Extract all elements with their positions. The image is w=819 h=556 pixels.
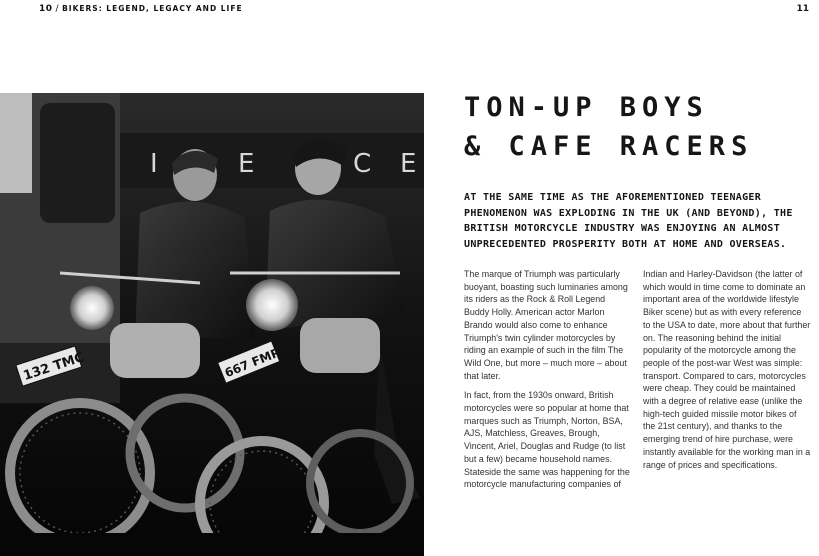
left-fuel-tank — [110, 323, 200, 378]
neon-sign — [120, 133, 424, 188]
van-side-panel — [0, 93, 32, 193]
body-column-2 — [643, 268, 811, 478]
body-column-1 — [464, 268, 632, 498]
article-title — [464, 88, 804, 166]
right-fuel-tank — [300, 318, 380, 373]
sign-letter: C — [353, 149, 372, 179]
rider-left-jacket — [135, 202, 255, 338]
right-headlamp — [246, 279, 298, 331]
sign-letter: E — [238, 149, 255, 179]
left-plate-number: 132 TMC — [21, 350, 87, 384]
body-paragraph: Indian and Harley-Davidson (the latter of which would in time come to dominate an important area of the worldwide lifestyle Biker scene) but as with every reference to the USA to date, more about that further on. The reasoning behind the initial popularity of the motorcycle among the people of the post-war West was simple: transport. Compared to cars, motorcycles were cheap. They could be maintained with a degree of relative ease (unlike the high-tech guided missile motor bikes of the 21st century), and thanks to the emerging trend of hire purchase, were instantly available for the working man in a range of prices and specifications. — [643, 269, 811, 470]
page-number-left: 10 — [39, 4, 53, 14]
running-head — [39, 4, 243, 14]
book-title: BIKERS: LEGEND, LEGACY AND LIFE — [62, 4, 243, 13]
standfirst: AT THE SAME TIME AS THE AFOREMENTIONED TEENAGER PHENOMENON WAS EXPLODING IN THE UK (AND BEYOND), THE BRITISH MOTORCYCLE INDUSTRY WAS ENJOYING AN ALMOST UNPRECEDENTED PROSPERITY BOTH AT HOME AND OVERSEAS. — [464, 192, 793, 250]
van-window — [40, 103, 115, 223]
sign-letter: E — [400, 149, 417, 179]
body-paragraph: In fact, from the 1930s onward, British motorcycles were so popular at home that marques such as Triumph, Norton, BSA, AJS, Matchless, Greaves, Brough, Vincent, Ariel, Douglas and Rudge (to list but a few) became household names. Stateside the same was happening for the motorcycle manufacturing companies of — [464, 390, 630, 490]
left-headlamp — [70, 286, 114, 330]
body-paragraph: The marque of Triumph was particularly buoyant, boasting such luminaries among its riders as the Rock & Roll Legend Buddy Holly. American actor Marlon Brando would also come to enhance Triumph's twin cylinder motorcycles by riding an example of such in the film The Wild One, but more – much more – about that later. — [464, 269, 628, 381]
title-line-2: & CAFE RACERS — [464, 131, 754, 162]
title-line-1: TON-UP BOYS — [464, 92, 709, 123]
page-number-right: 11 — [796, 4, 809, 14]
sign-letter: I — [150, 149, 164, 179]
right-plate-number: 667 FMP — [222, 345, 282, 381]
running-head-separator: / — [55, 4, 60, 14]
photo-bikers-on-motorcycles — [0, 93, 424, 556]
photo-illustration — [0, 93, 424, 556]
